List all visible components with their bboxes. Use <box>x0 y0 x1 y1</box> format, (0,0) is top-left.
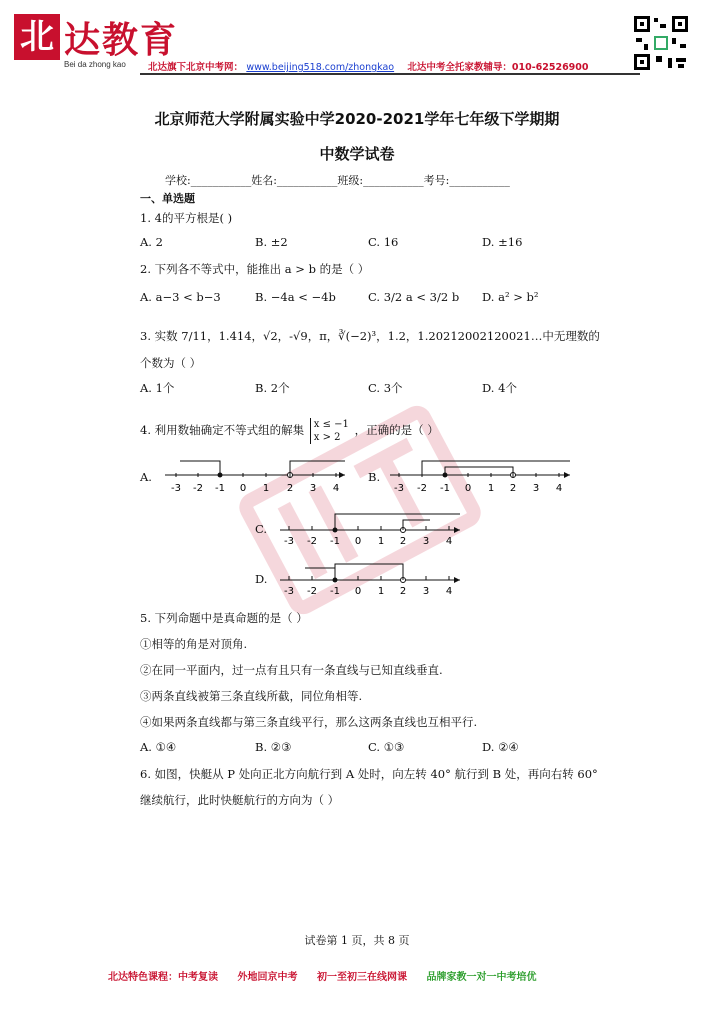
axis-tick-label: 0 <box>239 483 247 494</box>
q3-option-a: A. 1个 <box>140 381 175 395</box>
axis-tick-label: 2 <box>509 483 517 494</box>
exam-title-line2: 中数学试卷 <box>319 145 395 163</box>
axis-tick-label: 1 <box>377 536 385 547</box>
axis-tick-label: 2 <box>399 536 407 547</box>
q5-option-c: C. ①③ <box>368 740 405 754</box>
axis-tick-label: 3 <box>309 483 317 494</box>
header-divider <box>140 73 640 75</box>
q2-option-a: A. a−3 < b−3 <box>140 290 221 304</box>
q1-option-b: B. ±2 <box>255 235 288 249</box>
inequality-system <box>310 418 349 444</box>
section-heading: 一、单选题 <box>140 192 195 205</box>
q4-option-c: C. <box>255 522 268 536</box>
axis-tick-label: 3 <box>532 483 540 494</box>
axis-tick-label: -3 <box>171 483 181 494</box>
q5-statement-1: ①相等的角是对顶角. <box>140 637 248 651</box>
axis-tick-label: 1 <box>262 483 270 494</box>
q3-option-c: C. 3个 <box>368 381 403 395</box>
q2-option-b: B. −4a < −4b <box>255 290 336 304</box>
q1-option-a: A. 2 <box>140 235 163 249</box>
question-6-stem-cont: 继续航行，此时快艇航行的方向为（ ） <box>140 793 340 807</box>
axis-tick-label: 2 <box>286 483 294 494</box>
axis-tick-label: 4 <box>332 483 340 494</box>
axis-tick-label: 2 <box>399 586 407 597</box>
qr-code-icon <box>632 14 690 72</box>
question-2-stem: 2. 下列各不等式中，能推出 a > b 的是（ ） <box>140 262 370 276</box>
logo-icon: 北 <box>14 14 60 60</box>
footer-ad-1: 北达特色课程：中考复读 <box>108 972 218 983</box>
banner-link[interactable]: www.beijing518.com/zhongkao <box>246 62 395 73</box>
axis-tick-label: -2 <box>307 586 317 597</box>
page-number: 试卷第 1 页，共 8 页 <box>304 934 410 947</box>
question-4-stem <box>140 418 439 444</box>
q5-statement-3: ③两条直线被第三条直线所截，同位角相等. <box>140 689 363 703</box>
q4-stem-text: 4. 利用数轴确定不等式组的解集 <box>140 423 305 437</box>
axis-tick-label: -3 <box>284 536 294 547</box>
footer-ad-4: 品牌家教一对一中考培优 <box>426 972 537 983</box>
axis-tick-label: 3 <box>422 586 430 597</box>
inequality-1: x ≤ −1 <box>313 419 349 430</box>
footer-ads <box>108 968 552 983</box>
axis-tick-label: -3 <box>284 586 294 597</box>
logo-name: 达教育 <box>64 20 179 61</box>
question-5-stem: 5. 下列命题中是真命题的是（ ） <box>140 611 308 625</box>
axis-tick-label: -1 <box>330 586 340 597</box>
question-3-stem-cont: 个数为（ ） <box>140 356 202 370</box>
q1-option-d: D. ±16 <box>482 235 523 249</box>
axis-tick-label: 1 <box>377 586 385 597</box>
footer-ad-3: 初一至初三在线网课 <box>316 972 407 983</box>
q5-option-d: D. ②④ <box>482 740 519 754</box>
logo-subtitle: Bei da zhong kao <box>64 60 126 69</box>
axis-tick-label: 0 <box>354 536 362 547</box>
number-line-d <box>275 558 465 598</box>
axis-tick-label: 0 <box>354 586 362 597</box>
axis-tick-label: 4 <box>445 586 453 597</box>
exam-title-line1: 北京师范大学附属实验中学2020-2021学年七年级下学期期 <box>154 110 560 128</box>
footer-ad-2: 外地回京中考 <box>237 972 298 983</box>
axis-tick-label: -3 <box>394 483 404 494</box>
axis-tick-label: -2 <box>307 536 317 547</box>
q5-option-b: B. ②③ <box>255 740 292 754</box>
q2-option-c: C. 3/2 a < 3/2 b <box>368 290 460 304</box>
banner-right: 北达中考全托家教辅导：010-62526900 <box>407 62 589 73</box>
header-banner <box>148 59 589 73</box>
number-line-b <box>385 455 575 495</box>
number-line-a <box>160 455 350 495</box>
axis-tick-label: -1 <box>330 536 340 547</box>
question-1-stem: 1. 4的平方根是( ) <box>140 211 233 225</box>
student-info-line: 学校:___________姓名:___________班级:___________考号:___________ <box>165 174 510 187</box>
axis-tick-label: 0 <box>464 483 472 494</box>
banner-left: 北达旗下北京中考网： <box>148 62 244 73</box>
inequality-2: x > 2 <box>313 432 341 443</box>
axis-tick-label: -1 <box>440 483 450 494</box>
axis-tick-label: 1 <box>487 483 495 494</box>
axis-tick-label: 4 <box>445 536 453 547</box>
axis-tick-label: 4 <box>555 483 563 494</box>
axis-tick-label: -2 <box>417 483 427 494</box>
q4-option-a: A. <box>140 470 152 484</box>
q3-option-d: D. 4个 <box>482 381 517 395</box>
q5-statement-4: ④如果两条直线都与第三条直线平行，那么这两条直线也互相平行. <box>140 715 478 729</box>
axis-tick-label: -1 <box>215 483 225 494</box>
number-line-c <box>275 508 465 548</box>
axis-tick-label: 3 <box>422 536 430 547</box>
q3-option-b: B. 2个 <box>255 381 290 395</box>
question-3-stem: 3. 实数 7/11，1.414，√2，-√9，π，∛(−2)³，1.2，1.20212002120021…中无理数的 <box>140 329 600 343</box>
q2-option-d: D. a² > b² <box>482 290 539 304</box>
axis-tick-label: -2 <box>193 483 203 494</box>
q5-option-a: A. ①④ <box>140 740 177 754</box>
question-6-stem: 6. 如图，快艇从 P 处向正北方向航行到 A 处时，向左转 40° 航行到 B 处，再向右转 60° <box>140 767 598 781</box>
q1-option-c: C. 16 <box>368 235 399 249</box>
q5-statement-2: ②在同一平面内，过一点有且只有一条直线与已知直线垂直. <box>140 663 443 677</box>
q4-option-d: D. <box>255 572 268 586</box>
q4-option-b: B. <box>368 470 381 484</box>
q4-stem-end: ，正确的是（ ） <box>354 423 439 437</box>
